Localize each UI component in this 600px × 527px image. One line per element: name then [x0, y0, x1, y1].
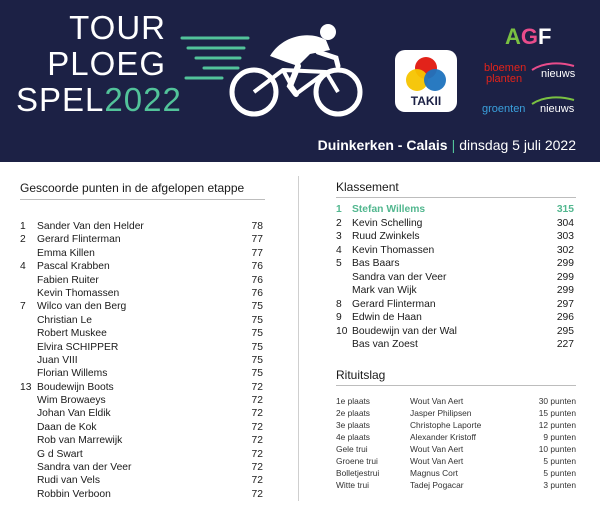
points-cell: 72: [251, 488, 263, 500]
table-row: [20, 381, 263, 394]
prize-category: Groene trui: [336, 456, 378, 466]
prize-amount: 9 punten: [543, 432, 576, 442]
table-row: [336, 325, 574, 339]
rider-name: Magnus Cort: [410, 468, 458, 478]
header-banner: [0, 0, 600, 162]
prize-row: [336, 407, 576, 419]
table-row: [20, 247, 263, 260]
table-row: [336, 230, 574, 244]
prize-amount: 15 punten: [538, 408, 576, 418]
table-row: [20, 434, 263, 447]
prize-category: 3e plaats: [336, 420, 370, 430]
table-row: [20, 394, 263, 407]
points-cell: 297: [556, 298, 574, 310]
table-row: [20, 327, 263, 340]
rank-cell: 10: [336, 325, 348, 337]
player-name: Robbin Verboon: [37, 488, 111, 500]
prize-row: [336, 419, 576, 431]
table-row: [20, 314, 263, 327]
player-name: Kevin Thomassen: [352, 244, 435, 256]
prize-amount: 5 punten: [543, 468, 576, 478]
prize-category: 4e plaats: [336, 432, 370, 442]
points-cell: 76: [251, 274, 263, 286]
prize-amount: 3 punten: [543, 480, 576, 490]
player-name: Stefan Willems: [352, 204, 426, 215]
agf-logo: [505, 24, 551, 50]
player-name: Bas van Zoest: [352, 339, 418, 350]
rank-cell: 8: [336, 298, 342, 310]
table-row: [20, 407, 263, 420]
points-cell: 75: [251, 368, 263, 380]
takii-circles-icon: [395, 50, 457, 98]
takii-wordmark: TAKII: [410, 94, 442, 108]
title-line-spel: [16, 81, 182, 118]
rider-name: Jasper Philipsen: [410, 408, 472, 418]
swoosh-icon: [530, 94, 576, 106]
table-row: [336, 298, 574, 312]
cyclist-logo-icon: [178, 10, 378, 122]
player-name: Sander Van den Helder: [37, 221, 144, 232]
prize-amount: 12 punten: [538, 420, 576, 430]
table-row: [20, 461, 263, 474]
points-cell: 78: [251, 221, 263, 232]
groentennieuws-logo-groenten: groenten: [482, 103, 526, 115]
rank-cell: 9: [336, 312, 342, 323]
rider-name: Alexander Kristoff: [410, 432, 476, 442]
stage-route: Duinkerken - Calais: [317, 137, 448, 153]
agf-letter-g: G: [520, 24, 539, 49]
table-row: [20, 260, 263, 273]
player-name: Kevin Thomassen: [37, 287, 120, 299]
table-row: [336, 217, 574, 231]
player-name: Kevin Schelling: [352, 217, 423, 229]
points-cell: 75: [251, 314, 263, 326]
rank-cell: 4: [20, 261, 26, 273]
points-cell: 299: [556, 285, 574, 296]
title-line-ploeg: PLOEG: [47, 45, 166, 82]
prize-row: [336, 479, 576, 491]
points-cell: 76: [251, 287, 263, 299]
points-cell: 75: [251, 341, 263, 353]
player-name: Fabien Ruiter: [37, 274, 99, 286]
rider-name: Wout Van Aert: [410, 456, 464, 466]
column-divider: [298, 176, 299, 501]
prize-category: Witte trui: [336, 480, 370, 490]
points-cell: 75: [251, 354, 263, 366]
classification-title: Klassement: [336, 180, 399, 194]
table-row: [20, 421, 263, 434]
player-name: Elvira SCHIPPER: [37, 341, 119, 353]
player-name: Boudewijn Boots: [37, 381, 114, 393]
player-name: Christian Le: [37, 314, 92, 326]
bloemenplanten-logo-nieuws: nieuws: [541, 68, 576, 80]
points-cell: 77: [251, 234, 263, 246]
agf-letter-a: A: [505, 24, 521, 49]
points-cell: 72: [251, 475, 263, 487]
prize-category: Bolletjestrui: [336, 468, 380, 478]
prize-category: 1e plaats: [336, 396, 370, 406]
table-row: [20, 274, 263, 287]
points-cell: 303: [556, 231, 574, 242]
player-name: Daan de Kok: [37, 421, 97, 433]
points-cell: 72: [251, 435, 263, 447]
rider-name: Wout Van Aert: [410, 396, 464, 406]
table-row: [336, 257, 574, 271]
table-row: [20, 287, 263, 300]
groentennieuws-logo-nieuws: nieuws: [540, 103, 575, 115]
player-name: Johan Van Eldik: [37, 408, 111, 420]
points-cell: 72: [251, 395, 263, 407]
table-row: [336, 338, 574, 352]
points-cell: 304: [556, 217, 574, 229]
divider-line: [20, 199, 265, 200]
classification-list: [336, 203, 574, 352]
table-row: [20, 354, 263, 367]
rider-name: Wout Van Aert: [410, 444, 464, 454]
divider-line: [336, 385, 576, 386]
title-line-tour: TOUR: [69, 9, 166, 46]
player-name: Gerard Flinterman: [352, 298, 436, 310]
player-name: Bas Baars: [352, 258, 400, 269]
stage-date: dinsdag 5 juli 2022: [459, 137, 576, 153]
player-name: Sandra van der Veer: [352, 271, 447, 283]
table-row: [20, 220, 263, 233]
points-cell: 72: [251, 421, 263, 433]
agf-letter-f: F: [538, 24, 552, 49]
player-name: Pascal Krabben: [37, 261, 110, 273]
prize-amount: 10 punten: [538, 444, 576, 454]
table-row: [336, 311, 574, 325]
points-cell: 227: [556, 339, 574, 350]
rider-name: Christophe Laporte: [410, 420, 482, 430]
points-cell: 299: [556, 271, 574, 283]
prize-row: [336, 395, 576, 407]
points-cell: 77: [251, 247, 263, 259]
game-title: [16, 9, 182, 118]
prizes-list: [336, 395, 576, 491]
rank-cell: 3: [336, 231, 342, 242]
title-year: 2022: [104, 81, 182, 118]
rank-cell: 1: [336, 204, 342, 215]
title-spel: SPEL: [16, 81, 105, 118]
rank-cell: 1: [20, 221, 26, 232]
player-name: Gerard Flinterman: [37, 234, 121, 246]
stage-separator: |: [451, 137, 456, 153]
points-cell: 296: [556, 312, 574, 323]
bloemenplanten-logo-planten: planten: [486, 73, 523, 85]
player-name: Florian Willems: [37, 368, 108, 380]
prize-row: [336, 431, 576, 443]
player-name: Rob van Marrewijk: [37, 435, 123, 447]
takii-logo: [395, 50, 457, 112]
points-cell: 315: [556, 204, 574, 215]
table-row: [336, 244, 574, 258]
player-name: Wim Browaeys: [37, 395, 106, 407]
prize-row: [336, 467, 576, 479]
bloemenplanten-logo-bloemen: bloemen: [484, 62, 527, 74]
swoosh-icon: [530, 60, 576, 72]
points-cell: 295: [556, 325, 574, 337]
player-name: Ruud Zwinkels: [352, 231, 420, 242]
player-name: Robert Muskee: [37, 328, 107, 340]
player-name: Rudi van Vels: [37, 475, 100, 487]
rank-cell: 2: [20, 234, 26, 246]
rider-name: Tadej Pogacar: [410, 480, 464, 490]
table-row: [20, 367, 263, 380]
table-row: [20, 488, 263, 501]
points-cell: 72: [251, 462, 263, 474]
prize-row: [336, 455, 576, 467]
stage-info: [318, 137, 576, 153]
prize-amount: 5 punten: [543, 456, 576, 466]
prize-category: 2e plaats: [336, 408, 370, 418]
player-name: Boudewijn van der Wal: [352, 325, 457, 337]
table-row: [336, 271, 574, 285]
points-cell: 302: [556, 244, 574, 256]
player-name: Wilco van den Berg: [37, 301, 127, 313]
points-cell: 72: [251, 381, 263, 393]
stage-points-list: [20, 220, 263, 501]
points-cell: 75: [251, 301, 263, 313]
prizes-title: Rituitslag: [336, 368, 386, 382]
player-name: G d Swart: [37, 448, 83, 460]
points-cell: 76: [251, 261, 263, 273]
prize-amount: 30 punten: [538, 396, 576, 406]
points-cell: 299: [556, 258, 574, 269]
player-name: Mark van Wijk: [352, 285, 417, 296]
table-row: [20, 448, 263, 461]
points-cell: 75: [251, 328, 263, 340]
rank-cell: 13: [20, 381, 32, 393]
table-row: [20, 233, 263, 246]
player-name: Juan VIII: [37, 354, 78, 366]
rank-cell: 5: [336, 258, 342, 269]
player-name: Emma Killen: [37, 247, 95, 259]
rank-cell: 4: [336, 244, 342, 256]
leader-row: [336, 203, 574, 217]
player-name: Edwin de Haan: [352, 312, 422, 323]
table-row: [20, 474, 263, 487]
rank-cell: 7: [20, 301, 26, 313]
rank-cell: 2: [336, 217, 342, 229]
points-cell: 72: [251, 408, 263, 420]
table-row: [336, 284, 574, 298]
prize-row: [336, 443, 576, 455]
points-cell: 72: [251, 448, 263, 460]
table-row: [20, 300, 263, 313]
table-row: [20, 341, 263, 354]
stage-points-title: Gescoorde punten in de afgelopen etappe: [20, 181, 245, 195]
divider-line: [336, 197, 576, 198]
prize-category: Gele trui: [336, 444, 368, 454]
player-name: Sandra van der Veer: [37, 462, 132, 474]
